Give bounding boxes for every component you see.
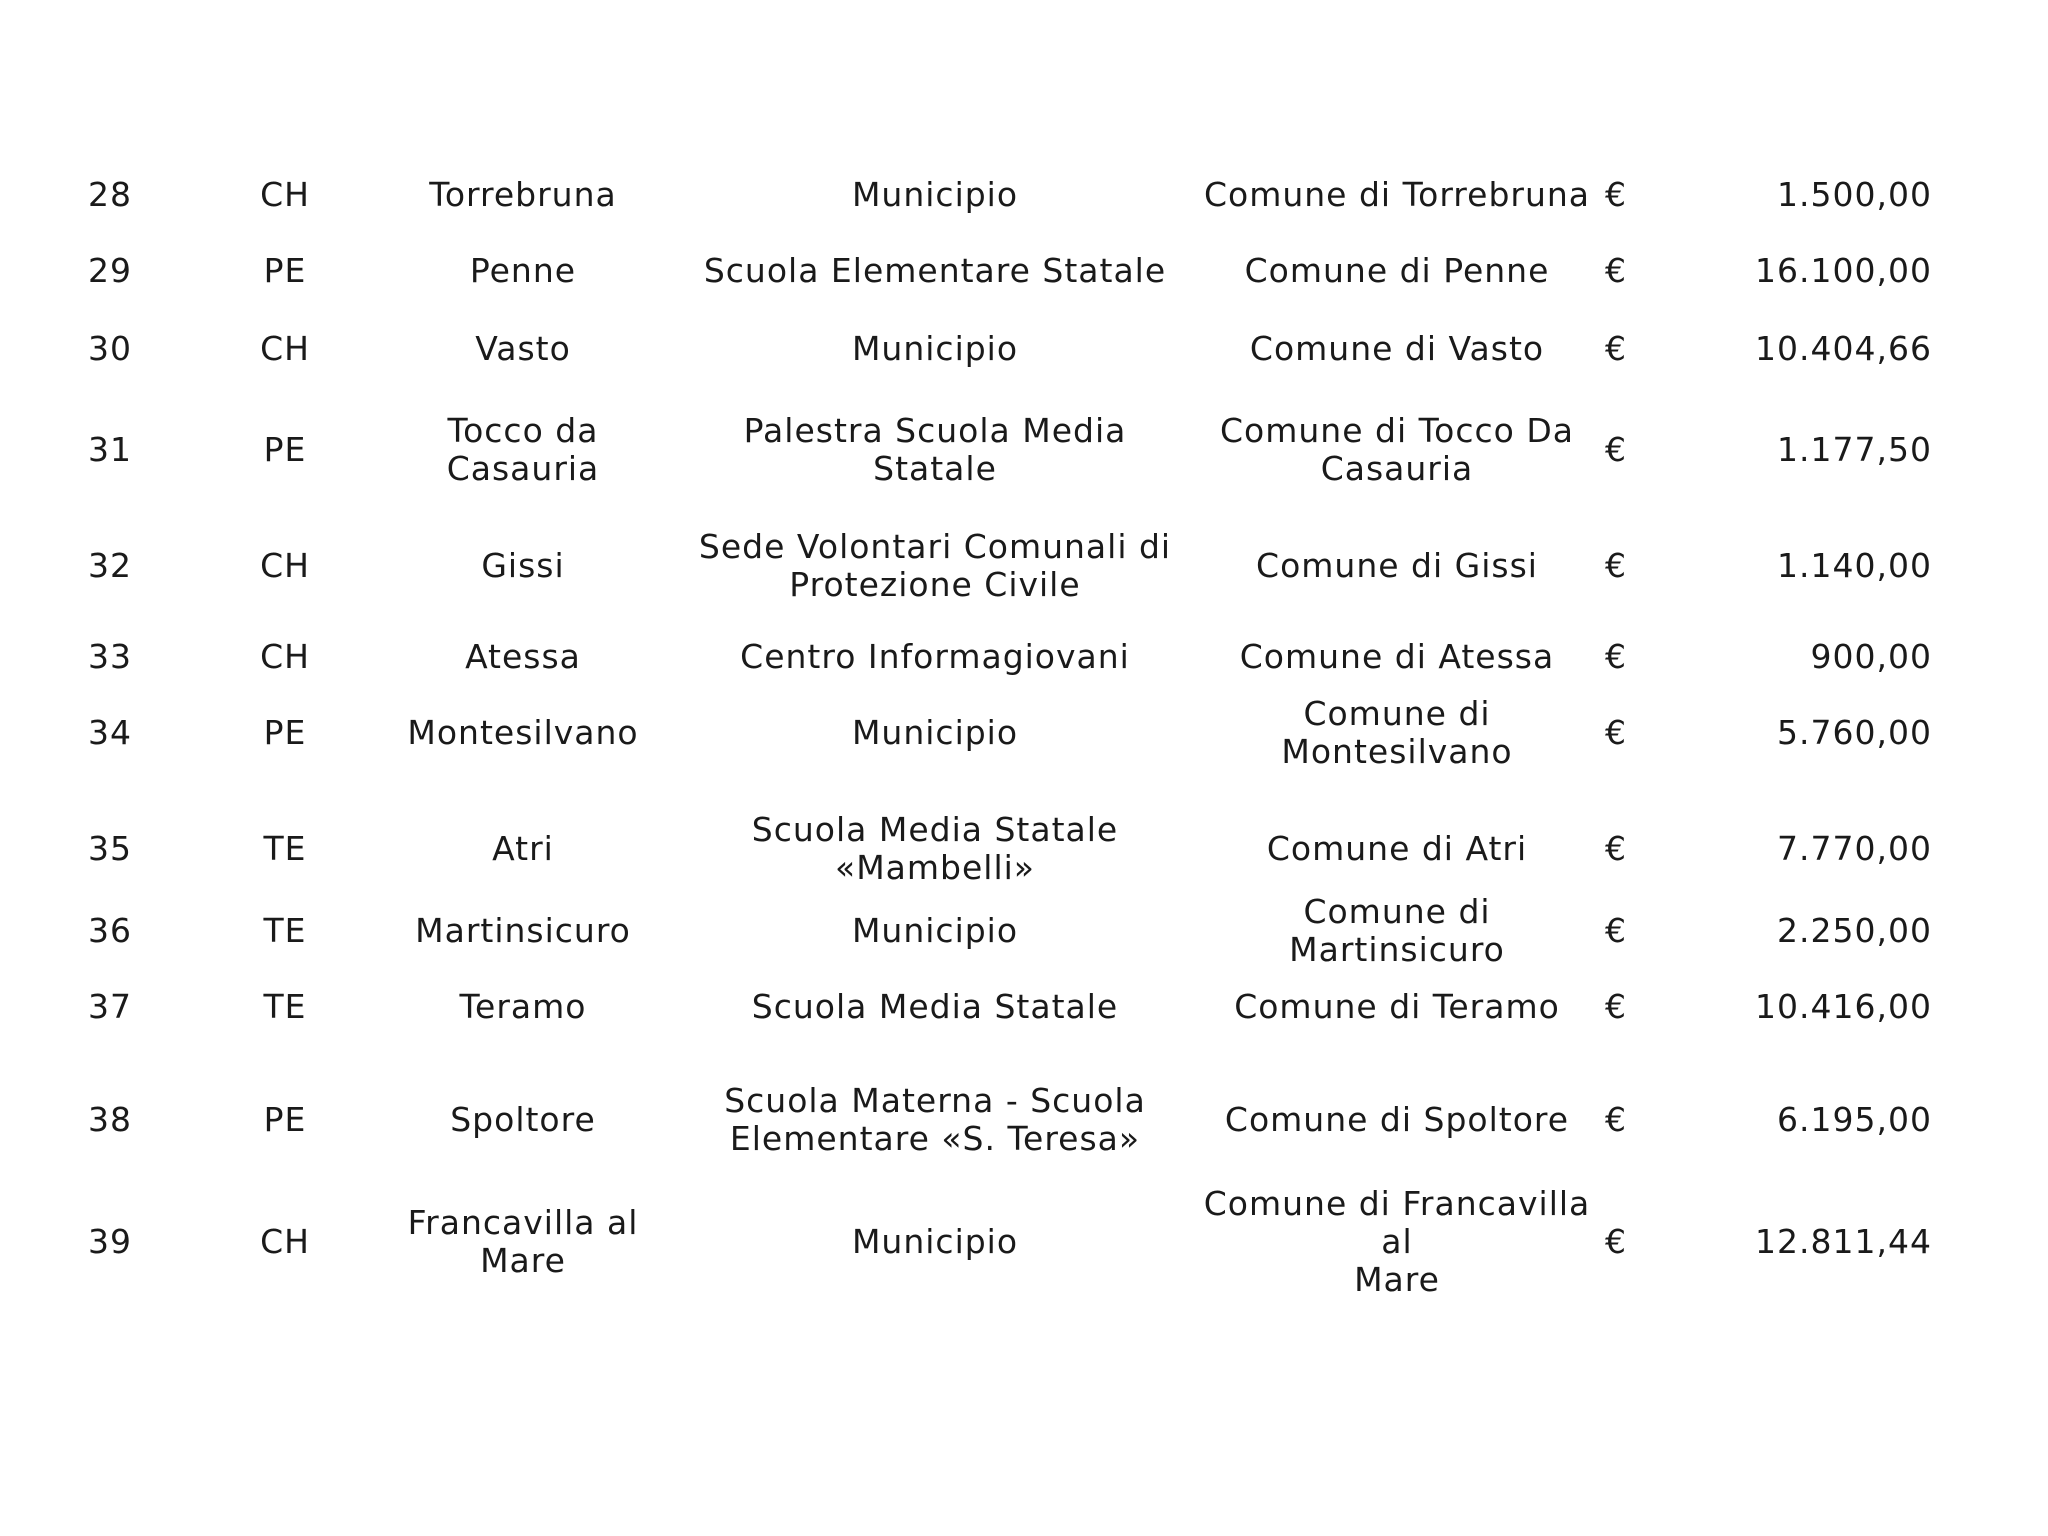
amount: 10.416,00 bbox=[1755, 987, 1932, 1026]
table-row bbox=[0, 694, 2048, 772]
amount: 16.100,00 bbox=[1755, 251, 1932, 290]
table-row bbox=[0, 968, 2048, 1046]
row-number: 35 bbox=[88, 829, 132, 868]
amount: 7.770,00 bbox=[1777, 829, 1932, 868]
beneficiary: Comune di Spoltore bbox=[1224, 1100, 1570, 1139]
municipality: Penne bbox=[469, 251, 577, 290]
municipality: Atri bbox=[492, 829, 554, 868]
province: CH bbox=[260, 1222, 310, 1261]
building: Municipio bbox=[851, 329, 1019, 368]
province: PE bbox=[263, 430, 307, 469]
municipality: Martinsicuro bbox=[415, 911, 631, 950]
building: Centro Informagiovani bbox=[740, 637, 1130, 676]
beneficiary: Comune di Tocco Da Casauria bbox=[1220, 411, 1574, 488]
municipality: Tocco da Casauria bbox=[446, 411, 600, 488]
beneficiary: Comune di Montesilvano bbox=[1281, 694, 1513, 771]
beneficiary: Comune di Gissi bbox=[1256, 546, 1538, 585]
row-number: 36 bbox=[88, 911, 132, 950]
row-number: 28 bbox=[88, 175, 132, 214]
currency-symbol: € bbox=[1605, 637, 1627, 676]
beneficiary: Comune di Atessa bbox=[1239, 637, 1555, 676]
currency-symbol: € bbox=[1605, 713, 1627, 752]
row-number: 33 bbox=[88, 637, 132, 676]
row-number: 38 bbox=[88, 1100, 132, 1139]
row-number: 37 bbox=[88, 987, 132, 1026]
table-row bbox=[0, 232, 2048, 310]
amount: 1.140,00 bbox=[1777, 546, 1932, 585]
table-row bbox=[0, 386, 2048, 514]
building: Sede Volontari Comunali di Protezione Civile bbox=[698, 527, 1172, 604]
province: PE bbox=[263, 713, 307, 752]
currency-symbol: € bbox=[1605, 546, 1627, 585]
row-number: 29 bbox=[88, 251, 132, 290]
currency-symbol: € bbox=[1605, 430, 1627, 469]
building: Municipio bbox=[851, 1222, 1019, 1261]
currency-symbol: € bbox=[1605, 251, 1627, 290]
municipality: Atessa bbox=[465, 637, 581, 676]
row-number: 31 bbox=[88, 430, 132, 469]
province: CH bbox=[260, 637, 310, 676]
province: TE bbox=[263, 911, 307, 950]
building: Scuola Media Statale bbox=[751, 987, 1119, 1026]
currency-symbol: € bbox=[1605, 829, 1627, 868]
currency-symbol: € bbox=[1605, 329, 1627, 368]
beneficiary: Comune di Martinsicuro bbox=[1289, 892, 1505, 969]
province: CH bbox=[260, 546, 310, 585]
building: Palestra Scuola Media Statale bbox=[743, 411, 1127, 488]
currency-symbol: € bbox=[1605, 1100, 1627, 1139]
row-number: 34 bbox=[88, 713, 132, 752]
table-row bbox=[0, 502, 2048, 630]
amount: 6.195,00 bbox=[1777, 1100, 1932, 1139]
amount: 1.500,00 bbox=[1777, 175, 1932, 214]
currency-symbol: € bbox=[1605, 175, 1627, 214]
currency-symbol: € bbox=[1605, 911, 1627, 950]
row-number: 39 bbox=[88, 1222, 132, 1261]
table-row bbox=[0, 1046, 2048, 1194]
amount: 12.811,44 bbox=[1755, 1222, 1932, 1261]
beneficiary: Comune di Atri bbox=[1266, 829, 1528, 868]
building: Scuola Elementare Statale bbox=[703, 251, 1167, 290]
beneficiary: Comune di Teramo bbox=[1234, 987, 1560, 1026]
building: Scuola Media Statale «Mambelli» bbox=[751, 810, 1119, 887]
province: TE bbox=[263, 987, 307, 1026]
table-row bbox=[0, 310, 2048, 388]
municipality: Teramo bbox=[459, 987, 587, 1026]
beneficiary: Comune di Torrebruna bbox=[1203, 175, 1591, 214]
row-number: 32 bbox=[88, 546, 132, 585]
building: Municipio bbox=[851, 911, 1019, 950]
currency-symbol: € bbox=[1605, 1222, 1627, 1261]
building: Scuola Materna - Scuola Elementare «S. Teresa» bbox=[724, 1081, 1146, 1158]
table-row bbox=[0, 892, 2048, 970]
beneficiary: Comune di Penne bbox=[1244, 251, 1550, 290]
amount: 10.404,66 bbox=[1755, 329, 1932, 368]
table-row bbox=[0, 1178, 2048, 1306]
currency-symbol: € bbox=[1605, 987, 1627, 1026]
province: TE bbox=[263, 829, 307, 868]
municipality: Gissi bbox=[481, 546, 565, 585]
province: PE bbox=[263, 1100, 307, 1139]
table-row bbox=[0, 618, 2048, 696]
beneficiary: Comune di Francavilla al Mare bbox=[1203, 1184, 1591, 1299]
municipality: Vasto bbox=[475, 329, 571, 368]
building: Municipio bbox=[851, 175, 1019, 214]
municipality: Francavilla al Mare bbox=[407, 1203, 639, 1280]
province: PE bbox=[263, 251, 307, 290]
row-number: 30 bbox=[88, 329, 132, 368]
amount: 1.177,50 bbox=[1777, 430, 1932, 469]
amount: 5.760,00 bbox=[1777, 713, 1932, 752]
municipality: Montesilvano bbox=[407, 713, 639, 752]
table-row bbox=[0, 160, 2048, 230]
municipality: Spoltore bbox=[450, 1100, 596, 1139]
province: CH bbox=[260, 175, 310, 214]
beneficiary: Comune di Vasto bbox=[1249, 329, 1545, 368]
municipality: Torrebruna bbox=[429, 175, 617, 214]
amount: 900,00 bbox=[1810, 637, 1932, 676]
building: Municipio bbox=[851, 713, 1019, 752]
province: CH bbox=[260, 329, 310, 368]
amount: 2.250,00 bbox=[1777, 911, 1932, 950]
